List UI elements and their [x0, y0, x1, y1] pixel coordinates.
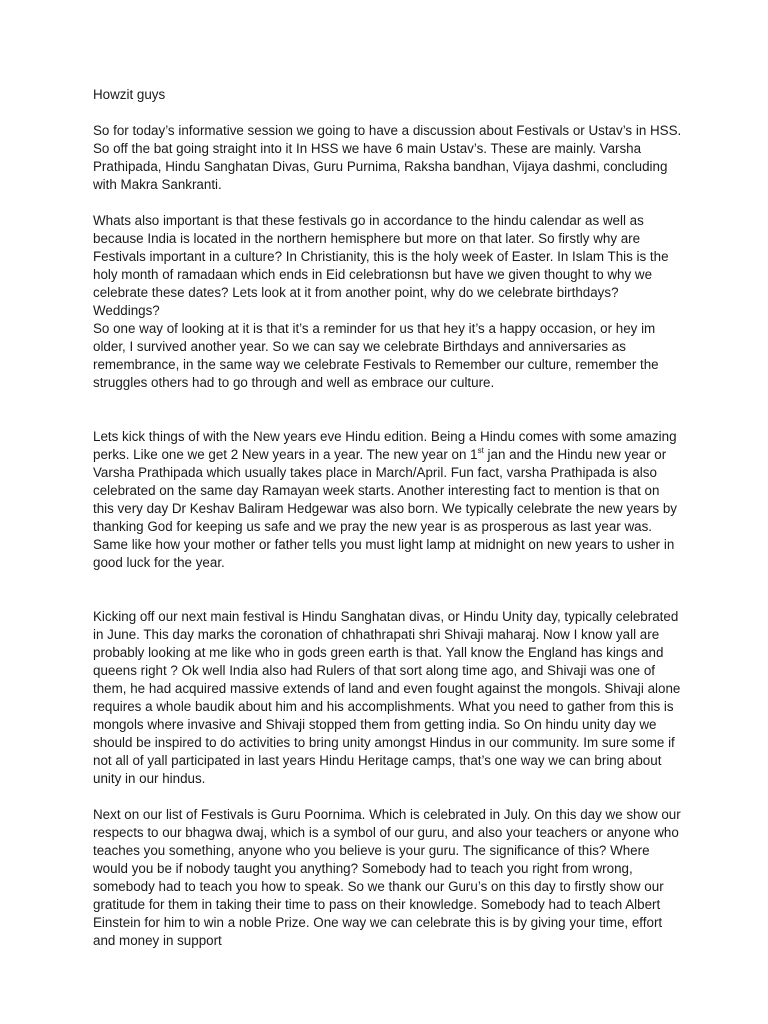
paragraph-new-year-part-1: Lets kick things of with the New years eve Hindu edition. Being a Hindu comes with some amazing perks. Like one we get 2 New years in a year. The new year on 1 — [93, 429, 677, 462]
paragraph-new-year — [93, 428, 683, 572]
paragraph-new-year-part-2: jan and the Hindu new year or Varsha Prathipada which usually takes place in March/April. Fun fact, varsha Prathipada is also celebrated on the same day Ramayan week starts. Another interesting fact to mention is that on this very day Dr Keshav Baliram Hedgewar was also born. We typically celebrate the new years by thanking God for keeping us safe and we pray the new year is as prosperous as last year was. Same like how your mother or father tells you must light lamp at midnight on new years to usher in good luck for the year. — [93, 447, 677, 570]
ordinal-suffix: st — [477, 446, 484, 455]
document-page — [93, 86, 683, 950]
paragraph-why-festivals: Whats also important is that these festivals go in accordance to the hindu calendar as well as because India is located in the northern hemisphere but more on that later. So firstly why are Festivals important in a culture? In Christianity, this is the holy week of Easter. In Islam This is the holy month of ramadaan which ends in Eid celebrationsn but have we given thought to why we celebrate these dates? Lets look at it from another point, why do we celebrate birthdays? Weddings? — [93, 213, 669, 318]
paragraph-intro: So for today’s informative session we going to have a discussion about Festivals or Ustav’s in HSS. So off the bat going straight into it In HSS we have 6 main Ustav’s. These are mainly. Varsha Prathipada, Hindu Sanghatan Divas, Guru Purnima, Raksha bandhan, Vijaya dashmi, concluding with Makra Sankranti. — [93, 123, 682, 192]
greeting-line: Howzit guys — [93, 87, 166, 102]
paragraph-sanghatan-divas: Kicking off our next main festival is Hindu Sanghatan divas, or Hindu Unity day, typically celebrated in June. This day marks the coronation of chhathrapati shri Shivaji maharaj. Now I know yall are probably looking at me like who in gods green earth is that. Yall know the England has kings and queens right ? Ok well India also had Rulers of that sort along time ago, and Shivaji was one of them, he had acquired massive extends of land and even fought against the mongols. Shivaji alone requires a whole baudik about him and his accomplishments. What you need to gather from this is mongols where invasive and Shivaji stopped them from getting india. So On hindu unity day we should be inspired to do activities to bring unity amongst Hindus in our community. Im sure some if not all of yall participated in last years Hindu Heritage camps, that’s one way we can bring about unity in our hindus. — [93, 609, 681, 786]
paragraph-guru-poornima: Next on our list of Festivals is Guru Poornima. Which is celebrated in July. On this day we show our respects to our bhagwa dwaj, which is a symbol of our guru, and also your teachers or anyone who teaches you something, anyone who you believe is your guru. The significance of this? Where would you be if nobody taught you anything? Somebody had to teach you right from wrong, somebody had to teach you how to speak. So we thank our Guru’s on this day to firstly show our gratitude for them in taking their time to pass on their knowledge. Somebody had to teach Albert Einstein for him to win a noble Prize. One way we can celebrate this is by giving your time, effort and money in support — [93, 807, 681, 948]
paragraph-remembrance: So one way of looking at it is that it’s a reminder for us that hey it’s a happy occasion, or hey im older, I survived another year. So we can say we celebrate Birthdays and anniversaries as remembrance, in the same way we celebrate Festivals to Remember our culture, remember the struggles others had to go through and well as embrace our culture. — [93, 321, 659, 390]
